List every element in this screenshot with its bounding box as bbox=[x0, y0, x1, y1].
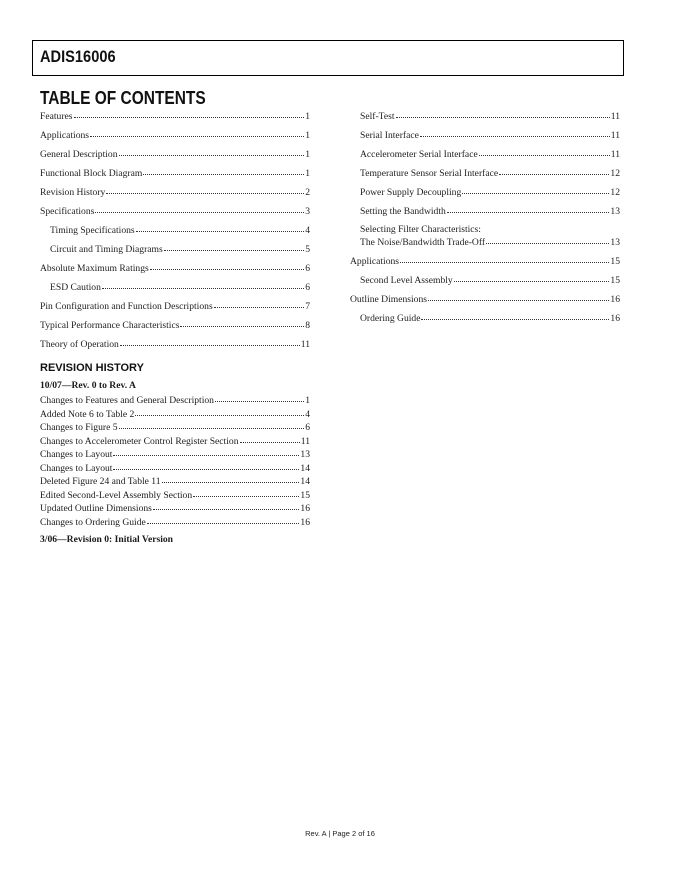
dot-leader bbox=[120, 337, 300, 346]
toc-entry[interactable] bbox=[350, 293, 620, 306]
revision-change-entry bbox=[40, 394, 310, 408]
toc-entry-label: Timing Specifications bbox=[50, 225, 135, 236]
toc-entry[interactable] bbox=[40, 167, 310, 180]
revision-change-page-number: 1 bbox=[305, 395, 310, 406]
dot-leader bbox=[95, 204, 304, 213]
document-title: ADIS16006 bbox=[40, 47, 116, 66]
revision-initial-version: 3/06—Revision 0: Initial Version bbox=[40, 534, 173, 545]
dot-leader bbox=[499, 166, 609, 175]
toc-entry[interactable] bbox=[350, 129, 620, 142]
revision-change-label: Changes to Figure 5 bbox=[40, 422, 118, 433]
toc-heading: TABLE OF CONTENTS bbox=[40, 88, 206, 108]
dot-leader bbox=[113, 447, 299, 456]
revision-change-page-number: 15 bbox=[300, 489, 310, 501]
toc-entry-page-number: 1 bbox=[305, 168, 310, 179]
toc-entry[interactable] bbox=[350, 167, 620, 180]
revision-change-page-number: 14 bbox=[300, 476, 310, 487]
toc-entry-label: Circuit and Timing Diagrams bbox=[50, 244, 163, 255]
toc-entry[interactable] bbox=[350, 186, 620, 199]
toc-entry-page-number: 6 bbox=[305, 282, 310, 293]
revision-history-heading: REVISION HISTORY bbox=[40, 362, 144, 374]
toc-entry-page-number: 11 bbox=[610, 111, 620, 122]
toc-entry[interactable] bbox=[350, 312, 620, 325]
toc-entry[interactable] bbox=[40, 243, 310, 256]
toc-entry-page-number: 11 bbox=[610, 130, 620, 141]
revision-history-section bbox=[40, 380, 310, 546]
revision-change-label: Changes to Layout bbox=[40, 462, 113, 474]
toc-entry-page-number: 6 bbox=[305, 263, 310, 274]
dot-leader bbox=[119, 147, 305, 156]
dot-leader bbox=[143, 166, 304, 175]
dot-leader bbox=[90, 128, 304, 137]
revision-change-label: Changes to Accelerometer Control Register Section bbox=[40, 435, 239, 447]
toc-entry-page-number: 1 bbox=[305, 149, 310, 160]
revision-change-label: Updated Outline Dimensions bbox=[40, 503, 152, 514]
dot-leader bbox=[479, 147, 610, 156]
dot-leader bbox=[136, 223, 305, 232]
toc-entry-page-number: 13 bbox=[610, 237, 620, 248]
toc-entry[interactable] bbox=[350, 255, 620, 268]
dot-leader bbox=[135, 407, 304, 416]
dot-leader bbox=[215, 393, 304, 402]
dot-leader bbox=[421, 311, 609, 320]
toc-entry-label: Serial Interface bbox=[360, 130, 419, 141]
toc-entry-label: Features bbox=[40, 111, 73, 122]
toc-entry-label: Ordering Guide bbox=[360, 313, 421, 324]
toc-entry[interactable] bbox=[40, 319, 310, 332]
dot-leader bbox=[400, 254, 609, 263]
dot-leader bbox=[180, 318, 304, 327]
toc-entry-label: Setting the Bandwidth bbox=[360, 206, 446, 217]
revision-change-label: Added Note 6 to Table 2 bbox=[40, 408, 135, 420]
toc-entry-page-number: 15 bbox=[610, 275, 620, 286]
revision-change-entry bbox=[40, 475, 310, 489]
dot-leader bbox=[214, 299, 305, 308]
toc-entry-page-number: 16 bbox=[610, 313, 620, 324]
revision-change-page-number: 14 bbox=[300, 462, 310, 474]
toc-entry-label: Theory of Operation bbox=[40, 339, 119, 350]
revision-change-label: Edited Second-Level Assembly Section bbox=[40, 489, 193, 501]
revision-change-entry bbox=[40, 462, 310, 476]
toc-entry-page-number: 3 bbox=[305, 206, 310, 217]
dot-leader bbox=[150, 261, 304, 270]
dot-leader bbox=[454, 273, 610, 282]
toc-entry[interactable] bbox=[40, 300, 310, 313]
revision-change-entry bbox=[40, 489, 310, 503]
toc-entry[interactable] bbox=[40, 224, 310, 237]
revision-change-page-number: 6 bbox=[305, 422, 310, 433]
revision-change-page-number: 4 bbox=[305, 408, 310, 420]
toc-entry[interactable] bbox=[350, 205, 620, 218]
dot-leader bbox=[447, 204, 610, 213]
dot-leader bbox=[240, 434, 300, 443]
dot-leader bbox=[113, 461, 299, 470]
revision-change-label: Changes to Ordering Guide bbox=[40, 516, 146, 528]
dot-leader bbox=[102, 280, 304, 289]
revision-change-entry bbox=[40, 516, 310, 530]
toc-right-column bbox=[350, 110, 620, 331]
toc-entry-page-number: 8 bbox=[305, 320, 310, 331]
toc-entry-label: Accelerometer Serial Interface bbox=[360, 149, 478, 160]
toc-entry-page-number: 16 bbox=[610, 294, 620, 305]
revision-change-entry bbox=[40, 408, 310, 422]
toc-entry-page-number: 11 bbox=[610, 149, 620, 160]
toc-entry-label: Applications bbox=[350, 256, 400, 267]
toc-entry-page-number: 1 bbox=[305, 111, 310, 122]
revision-change-entry bbox=[40, 421, 310, 435]
document-header-box bbox=[32, 40, 624, 76]
dot-leader bbox=[428, 292, 609, 301]
revision-change-page-number: 11 bbox=[300, 435, 310, 447]
toc-entry-page-number: 12 bbox=[610, 168, 620, 179]
toc-entry-page-number: 5 bbox=[305, 244, 310, 255]
toc-entry-page-number: 15 bbox=[610, 256, 620, 267]
revision-change-page-number: 13 bbox=[300, 449, 310, 460]
toc-entry-label: Specifications bbox=[40, 206, 95, 217]
toc-entry[interactable] bbox=[40, 186, 310, 199]
revision-change-list bbox=[40, 394, 310, 529]
toc-entry-label: Revision History bbox=[40, 187, 106, 198]
dot-leader bbox=[162, 474, 300, 483]
toc-entry-page-number: 13 bbox=[610, 206, 620, 217]
toc-entry-label: Functional Block Diagram bbox=[40, 168, 143, 179]
toc-entry-label: Temperature Sensor Serial Interface bbox=[360, 168, 499, 179]
toc-entry-label: Outline Dimensions bbox=[350, 294, 428, 305]
toc-entry[interactable] bbox=[350, 148, 620, 161]
dot-leader bbox=[164, 242, 304, 251]
dot-leader bbox=[462, 185, 609, 194]
dot-leader bbox=[486, 235, 609, 244]
revision-change-page-number: 16 bbox=[300, 503, 310, 514]
toc-entry[interactable] bbox=[40, 281, 310, 294]
toc-entry[interactable] bbox=[40, 338, 310, 351]
toc-left-column bbox=[40, 110, 310, 357]
toc-entry-page-number: 11 bbox=[300, 339, 310, 350]
toc-entry[interactable] bbox=[40, 110, 310, 123]
toc-entry-page-number: 7 bbox=[305, 301, 310, 312]
toc-entry-label: Self-Test bbox=[360, 111, 395, 122]
dot-leader bbox=[396, 109, 610, 118]
toc-entry[interactable] bbox=[40, 205, 310, 218]
revision-change-label: Deleted Figure 24 and Table 11 bbox=[40, 476, 161, 487]
toc-entry-label: Absolute Maximum Ratings bbox=[40, 263, 149, 274]
toc-entry[interactable] bbox=[40, 129, 310, 142]
dot-leader bbox=[106, 185, 304, 194]
toc-entry-page-number: 12 bbox=[610, 187, 620, 198]
toc-entry-label: Second Level Assembly bbox=[360, 275, 453, 286]
toc-entry-label: Typical Performance Characteristics bbox=[40, 320, 180, 331]
toc-entry-page-number: 4 bbox=[305, 225, 310, 236]
dot-leader bbox=[74, 109, 305, 118]
revision-change-label: Changes to Features and General Description bbox=[40, 395, 214, 406]
revision-change-label: Changes to Layout bbox=[40, 449, 113, 460]
toc-entry[interactable] bbox=[40, 262, 310, 275]
toc-entry-page-number: 2 bbox=[305, 187, 310, 198]
toc-entry-label: Applications bbox=[40, 130, 90, 141]
toc-entry-page-number: 1 bbox=[305, 130, 310, 141]
page-footer: Rev. A | Page 2 of 16 bbox=[305, 829, 375, 838]
revision-change-entry bbox=[40, 435, 310, 449]
dot-leader bbox=[119, 420, 305, 429]
dot-leader bbox=[147, 515, 300, 524]
toc-entry-label: Power Supply Decoupling bbox=[360, 187, 462, 198]
dot-leader bbox=[420, 128, 610, 137]
toc-entry-label: The Noise/Bandwidth Trade-Off bbox=[360, 237, 486, 248]
toc-entry[interactable] bbox=[350, 274, 620, 287]
revision-change-page-number: 16 bbox=[300, 516, 310, 528]
dot-leader bbox=[153, 501, 299, 510]
toc-entry-label: General Description bbox=[40, 149, 118, 160]
dot-leader bbox=[193, 488, 299, 497]
revision-change-entry bbox=[40, 502, 310, 516]
toc-entry-label: ESD Caution bbox=[50, 282, 101, 293]
revision-change-entry bbox=[40, 448, 310, 462]
toc-entry-label-line1: Selecting Filter Characteristics: bbox=[360, 224, 481, 235]
toc-entry[interactable] bbox=[40, 148, 310, 161]
toc-entry[interactable] bbox=[350, 224, 620, 249]
toc-entry-label: Pin Configuration and Function Descriptions bbox=[40, 301, 213, 312]
toc-entry[interactable] bbox=[350, 110, 620, 123]
revision-subhead: 10/07—Rev. 0 to Rev. A bbox=[40, 380, 136, 391]
